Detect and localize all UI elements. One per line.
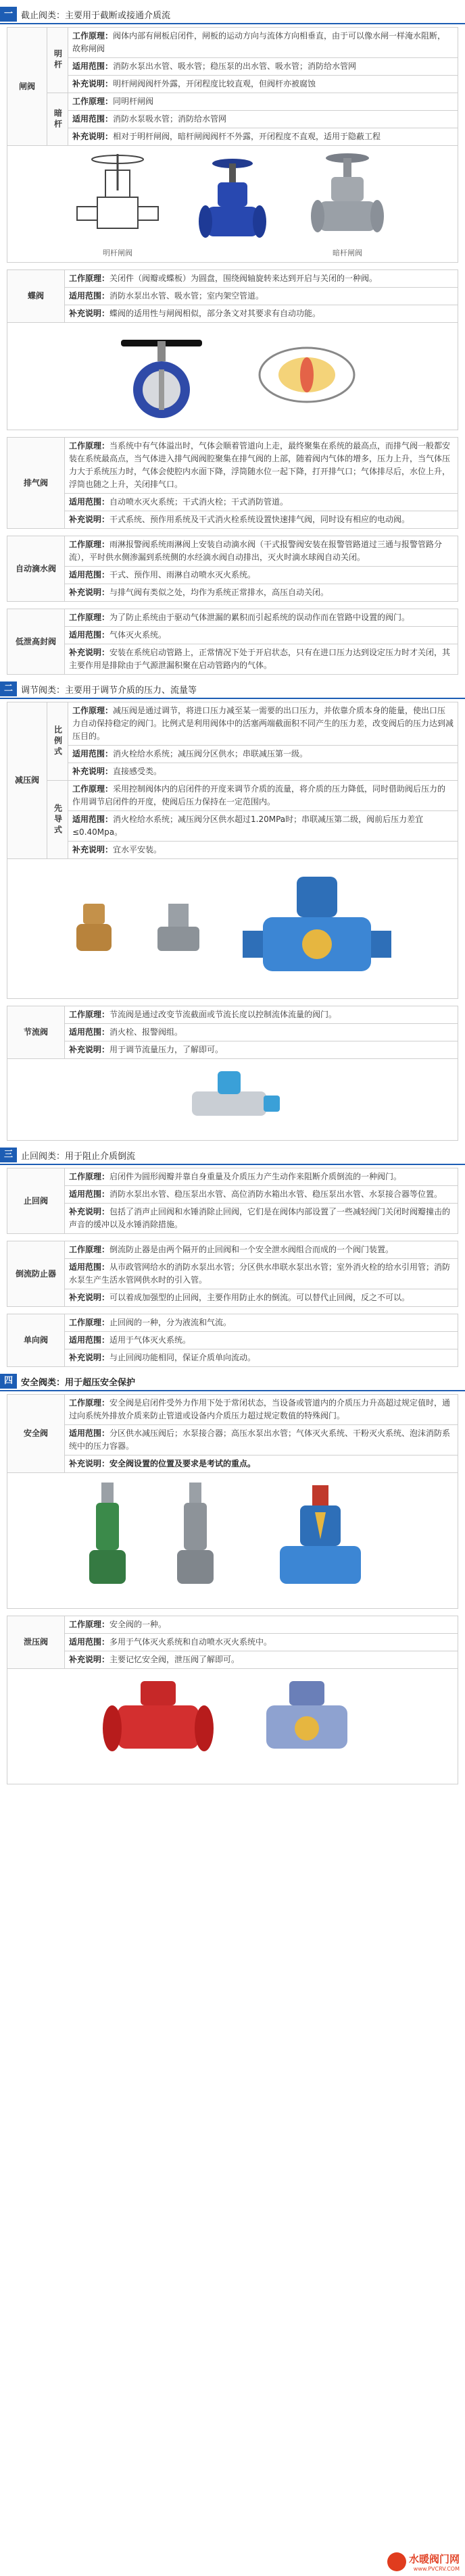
safety-valve-figures xyxy=(7,1473,458,1609)
note-text: 可以着成加强型的止回阀，主要作用防止水的倒流。可以替代止回阀，反之不可以。 xyxy=(109,1293,410,1302)
butterfly-valve-image xyxy=(101,328,222,425)
section-title: 调节阀类：主要用于调节介质的压力、流量等 xyxy=(21,685,197,696)
reducing-valve-figures xyxy=(7,859,458,999)
throttle-valve-figures xyxy=(7,1059,458,1141)
note-text: 安全阀设置的位置及要求是考试的重点。 xyxy=(109,1459,256,1468)
subtype-name: 先导式 xyxy=(47,781,68,859)
work-text: 节流阀是通过改变节流截面或节流长度以控制流体流量的阀门。 xyxy=(109,1010,337,1019)
backflow-preventer-table: 倒流防止器 工作原理：倒流防止器是由两个隔开的止回阀和一个安全泄水阀组合而成的一个阀门装置。 适用范围：从市政管网给水的消防水泵出水管；分区供水串联水泵出水管；室外消火栓的给水引用管；消防水泵生产生活水管网供水时的引入管。 补充说明：可以着成加强型的止回阀，主要作用防止水的倒流。可以替代止回阀，反之不可以。 xyxy=(7,1241,458,1307)
safety-valve-pair-image xyxy=(165,1478,226,1603)
subtype-name: 暗杆 xyxy=(47,93,68,146)
work-text: 倒流防止器是由两个隔开的止回阀和一个安全泄水阀组合而成的一个阀门装置。 xyxy=(109,1245,394,1254)
use-text: 气体灭火系统。 xyxy=(109,630,167,640)
figure-caption: 明杆闸阀 xyxy=(103,249,132,257)
valve-name: 节流阀 xyxy=(7,1006,65,1059)
note-text: 主要记忆安全阀，泄压阀了解即可。 xyxy=(109,1655,240,1664)
section-header-3 xyxy=(0,1146,465,1165)
section-title: 截止阀类：主要用于截断或接通介质流 xyxy=(21,10,171,21)
valve-name: 闸阀 xyxy=(7,28,47,146)
note-text: 直接感受类。 xyxy=(113,767,162,776)
note-text: 蝶阀的适用性与闸阀相似，部分条文对其要求有自动功能。 xyxy=(109,309,321,318)
reducing-valve-table: 减压阀 比例式 工作原理：减压阀是通过调节，将进口压力减至某一需要的出口压力，并依靠介质本身的能量，使出口压力自动保持稳定的阀门。比例式是利用阀体中的活塞两端截面积不同产生的压力差，改变阀后的压力达到减压目的。 适用范围：消火栓给水系统；减压阀分区供水；串联减压第一级。 补充说明：直接感受类。 先导式 工作原理：采用控制阀体内的启闭件的开度来调节介质的流量，将介质的压力降低，同时借助阀后压力的作用调节启闭件的开度，使阀后压力保持在一定范围内。 适用范围：消火栓给水系统；减压阀分区供水超过1.20MPa时；串联减压第二级，阀前后压力差宜≤0.40Mpa。 补充说明：宜水平安装。 xyxy=(7,702,458,859)
low-release-high-seal-valve-table: 低泄高封阀 工作原理：为了防止系统由于驱动气体泄漏的累积而引起系统的误动作而在管路中设置的阀门。 适用范围：气体灭火系统。 补充说明：安装在系统启动管路上，正常情况下处于开启状态，只有在进口压力达到设定压力时才关闭，其主要作用是排除由于气源泄漏积聚在启动管路内的气体。 xyxy=(7,609,458,675)
use-text: 消防水泵出水管、吸水管；室内架空管道。 xyxy=(109,291,264,301)
work-text: 为了防止系统由于驱动气体泄漏的累积而引起系统的误动作而在管路中设置的阀门。 xyxy=(109,613,410,622)
safety-valve-image xyxy=(77,1478,138,1603)
figure-caption: 暗杆闸阀 xyxy=(333,249,362,257)
rising-stem-gate-valve-image xyxy=(70,150,165,258)
use-text: 消火栓给水系统；减压阀分区供水；串联减压第一级。 xyxy=(113,749,308,758)
brand-url: www.PVCRV.COM xyxy=(413,2566,460,2572)
valve-name: 自动滴水阀 xyxy=(7,536,65,602)
butterfly-valve-section-image xyxy=(249,334,364,418)
work-text: 当系统中有气体溢出时，气体会顺着管道向上走，最终聚集在系统的最高点，而排气阀一般都安装在系统最高点，当气体进入排气阀阀腔聚集在排气阀的上部，随着阀内气体的增多，压力上升，当气体压力大于系统压力时，气体会使腔内水面下降，浮筒随水位一起下降，打开排气口；气体排尽后，水位上升，浮筒也随之上升，关闭排气口。 xyxy=(69,441,451,489)
note-text: 干式系统、预作用系统及干式消火栓系统设置快速排气阀，同时设有相应的电动阀。 xyxy=(109,515,410,524)
use-text: 消防水泵出水管、稳压泵出水管、高位消防水箱出水管、稳压泵出水管、水泵接合器等位置。 xyxy=(109,1189,443,1199)
blue-gate-valve-image xyxy=(192,155,273,253)
use-text: 干式、预作用、雨淋自动喷水灭火系统。 xyxy=(109,570,256,579)
check-valve-table: 止回阀 工作原理：启闭件为圆形阀瓣并靠自身重量及介质压力产生动作来阻断介质倒流的一种阀门。 适用范围：消防水泵出水管、稳压泵出水管、高位消防水箱出水管、稳压泵出水管、水泵接合器等位置。 补充说明：包括了消声止回阀和水锤消除止回阀，它们是在阀体内部设置了一些减轻阀门关闭时阀瓣撞击的声音的缓冲以及水锤消除措施。 xyxy=(7,1168,458,1234)
throttle-valve-image xyxy=(178,1064,287,1135)
brass-reducing-valve-image xyxy=(67,897,121,960)
section-title: 止回阀类：用于阻止介质倒流 xyxy=(21,1151,136,1162)
note-text: 与止回阀功能相同，保证介质单向流动。 xyxy=(109,1353,256,1362)
work-text: 止回阀的一种，分为液流和气流。 xyxy=(109,1318,232,1327)
use-text: 消火栓给水系统；减压阀分区供水超过1.20MPa时；串联减压第二级，阀前后压力差宜≤0.40Mpa。 xyxy=(72,815,424,837)
use-text: 分区供水减压阀后；水泵接合器；高压水泵出水管；气体灭火系统、干粉灭火系统、泡沫消防系统中的压力容器。 xyxy=(69,1428,451,1451)
safety-valve-cutaway-image xyxy=(253,1478,388,1603)
red-relief-valve-image xyxy=(97,1674,219,1778)
note-text: 用于调节流量压力，了解即可。 xyxy=(109,1045,224,1054)
throttle-valve-table: 节流阀 工作原理：节流阀是通过改变节流截面或节流长度以控制流体流量的阀门。 适用范围：消火栓、报警阀组。 补充说明：用于调节流量压力，了解即可。 xyxy=(7,1006,458,1059)
note-text: 包括了消声止回阀和水锤消除止回阀，它们是在阀体内部设置了一些减轻阀门关闭时阀瓣撞击的声音的缓冲以及水锤消除措施。 xyxy=(69,1207,451,1229)
gate-valve-table: 闸阀 明杆 工作原理：阀体内部有闸板启闭件，闸板的运动方向与流体方向相垂直，由于可以像水闸一样淹水阻断，故称闸阀 适用范围：消防水泵出水管、吸水管；稳压泵的出水管、吸水管；消防给水管网 补充说明：明杆闸阀阀杆外露，开闭程度比较直观，但阀杆亦被腐蚀 暗杆 工作原理：同明杆闸阀 适用范围：消防水泵吸水管；消防给水管网 补充说明：相对于明杆闸阀，暗杆闸阀阀杆不外露，开闭程度不直观，适用于隐蔽工程 xyxy=(7,27,458,146)
section-header-1 xyxy=(0,5,465,24)
subtype-name: 明杆 xyxy=(47,28,68,93)
valve-name: 单向阀 xyxy=(7,1314,65,1367)
note-text: 与排气阀有类似之处，均作为系统正常排水，高压自动关闭。 xyxy=(109,588,329,597)
note-text: 相对于明杆闸阀，暗杆闸阀阀杆不外露，开闭程度不直观，适用于隐蔽工程 xyxy=(113,132,381,141)
valve-name: 蝶阀 xyxy=(7,270,65,323)
work-text: 关闭件（阀瓣或蝶板）为圆盘，围绕阀轴旋转来达到开启与关闭的一种阀。 xyxy=(109,274,378,283)
air-release-valve-table: 排气阀 工作原理：当系统中有气体溢出时，气体会顺着管道向上走，最终聚集在系统的最高点，而排气阀一般都安装在系统最高点，当气体进入排气阀阀腔聚集在排气阀的上部，随着阀内气体的增多，压力上升，当气体压力大于系统压力时，气体会使腔内水面下降，浮筒随水位一起下降，打开排气口；气体排尽后，水位上升，浮筒也随之上升，关闭排气口。 适用范围：自动喷水灭火系统；干式消火栓；干式消防管道。 补充说明：干式系统、预作用系统及干式消火栓系统设置快速排气阀，同时设有相应的电动阀。 xyxy=(7,437,458,529)
section-number: 四 xyxy=(0,1374,17,1389)
note-text: 安装在系统启动管路上，正常情况下处于开启状态，只有在进口压力达到设定压力时才关闭，其主要作用是排除由于气源泄漏积聚在启动管路内的气体。 xyxy=(69,648,451,670)
butterfly-valve-figures xyxy=(7,323,458,430)
valve-name: 减压阀 xyxy=(7,702,47,859)
safety-valve-table: 安全阀 工作原理：安全阀是启闭件受外力作用下处于常闭状态，当设备或管道内的介质压力升高超过规定值时，通过向系统外排放介质来防止管道或设备内介质压力超过规定数值的特殊阀门。 适用范围：分区供水减压阀后；水泵接合器；高压水泵出水管；气体灭火系统、干粉灭火系统、泡沫消防系统中的压力容器。 补充说明：安全阀设置的位置及要求是考试的重点。 xyxy=(7,1394,458,1473)
gate-valve-figures xyxy=(7,146,458,263)
use-text: 消火栓、报警阀组。 xyxy=(109,1027,183,1037)
use-text: 自动喷水灭火系统；干式消火栓；干式消防管道。 xyxy=(109,497,289,507)
use-text: 消防水泵吸水管；消防给水管网 xyxy=(113,114,227,124)
use-text: 从市政管网给水的消防水泵出水管；分区供水串联水泵出水管；室外消火栓的给水引用管；消防水泵生产生活水管网供水时的引入管。 xyxy=(69,1262,451,1285)
auto-drip-valve-table: 自动滴水阀 工作原理：雨淋报警阀系统雨淋阀上安装自动滴水阀（干式报警阀安装在报警管路道过三通与报警管路分流），平时供水侧渗漏到系统侧的水经滴水阀自动排出，灭火时滴水球阀自动关闭。 适用范围：干式、预作用、雨淋自动喷水灭火系统。 补充说明：与排气阀有类似之处，均作为系统正常排水，高压自动关闭。 xyxy=(7,536,458,602)
butterfly-valve-table: 蝶阀 工作原理：关闭件（阀瓣或蝶板）为圆盘，围绕阀轴旋转来达到开启与关闭的一种阀。 适用范围：消防水泵出水管、吸水管；室内架空管道。 补充说明：蝶阀的适用性与闸阀相似，部分条文对其要求有自动功能。 xyxy=(7,269,458,323)
section-title: 安全阀类：用于超压安全保护 xyxy=(21,1377,136,1388)
note-text: 明杆闸阀阀杆外露，开闭程度比较直观，但阀杆亦被腐蚀 xyxy=(113,79,316,88)
subtype-name: 比例式 xyxy=(47,702,68,781)
one-way-valve-table: 单向阀 工作原理：止回阀的一种，分为液流和气流。 适用范围：适用于气体灭火系统。 补充说明：与止回阀功能相同，保证介质单向流动。 xyxy=(7,1314,458,1367)
work-text: 雨淋报警阀系统雨淋阀上安装自动滴水阀（干式报警阀安装在报警管路道过三通与报警管路分流），平时供水侧渗漏到系统侧的水经滴水阀自动排出，灭火时滴水球阀自动关闭。 xyxy=(69,540,443,562)
valve-name: 低泄高封阀 xyxy=(7,609,65,675)
relief-valve-cutaway-image xyxy=(246,1674,368,1778)
use-text: 消防水泵出水管、吸水管；稳压泵的出水管、吸水管；消防给水管网 xyxy=(113,61,357,71)
work-text: 安全阀是启闭件受外力作用下处于常闭状态，当设备或管道内的介质压力升高超过规定值时，通过向系统外排放介质来防止管道或设备内介质压力超过规定数值的特殊阀门。 xyxy=(69,1398,451,1420)
valve-name: 排气阀 xyxy=(7,438,65,529)
work-text: 减压阀是通过调节，将进口压力减至某一需要的出口压力，并依靠介质本身的能量，使出口压力自动保持稳定的阀门。比例式是利用阀体中的活塞两端截面积不同产生的压力差，改变阀后的压力达到减压目的。 xyxy=(72,706,454,741)
relief-valve-table: 泄压阀 工作原理：安全阀的一种。 适用范围：多用于气体灭火系统和自动喷水灭火系统中。 补充说明：主要记忆安全阀，泄压阀了解即可。 xyxy=(7,1616,458,1669)
work-text: 阀体内部有闸板启闭件，闸板的运动方向与流体方向相垂直，由于可以像水闸一样淹水阻断，故称闸阀 xyxy=(72,31,446,53)
concealed-stem-gate-valve-image xyxy=(300,150,395,258)
section-header-4 xyxy=(0,1372,465,1391)
pilot-reducing-valve-cutaway-image xyxy=(236,863,398,994)
valve-name: 泄压阀 xyxy=(7,1616,65,1669)
section-number: 一 xyxy=(0,7,17,22)
work-text: 安全阀的一种。 xyxy=(109,1620,167,1629)
work-text: 采用控制阀体内的启闭件的开度来调节介质的流量，将介质的压力降低，同时借助阀后压力的作用调节启闭件的开度，使阀后压力保持在一定范围内。 xyxy=(72,784,446,806)
section-number: 三 xyxy=(0,1148,17,1162)
valve-name: 安全阀 xyxy=(7,1395,65,1473)
relief-valve-figures xyxy=(7,1669,458,1784)
logo-icon xyxy=(387,2552,406,2571)
work-text: 同明杆闸阀 xyxy=(113,97,154,106)
section-number: 二 xyxy=(0,681,17,696)
brand-name: 水暖阀门网 xyxy=(408,2553,460,2565)
flanged-reducing-valve-image xyxy=(148,897,209,960)
use-text: 适用于气体灭火系统。 xyxy=(109,1335,191,1345)
valve-name: 倒流防止器 xyxy=(7,1241,65,1307)
use-text: 多用于气体灭火系统和自动喷水灭火系统中。 xyxy=(109,1637,272,1647)
brand-logo[interactable] xyxy=(387,2552,460,2572)
section-header-2 xyxy=(0,680,465,699)
work-text: 启闭件为圆形阀瓣并靠自身重量及介质压力产生动作来阻断介质倒流的一种阀门。 xyxy=(109,1172,402,1181)
note-text: 宜水平安装。 xyxy=(113,845,162,854)
valve-name: 止回阀 xyxy=(7,1168,65,1234)
